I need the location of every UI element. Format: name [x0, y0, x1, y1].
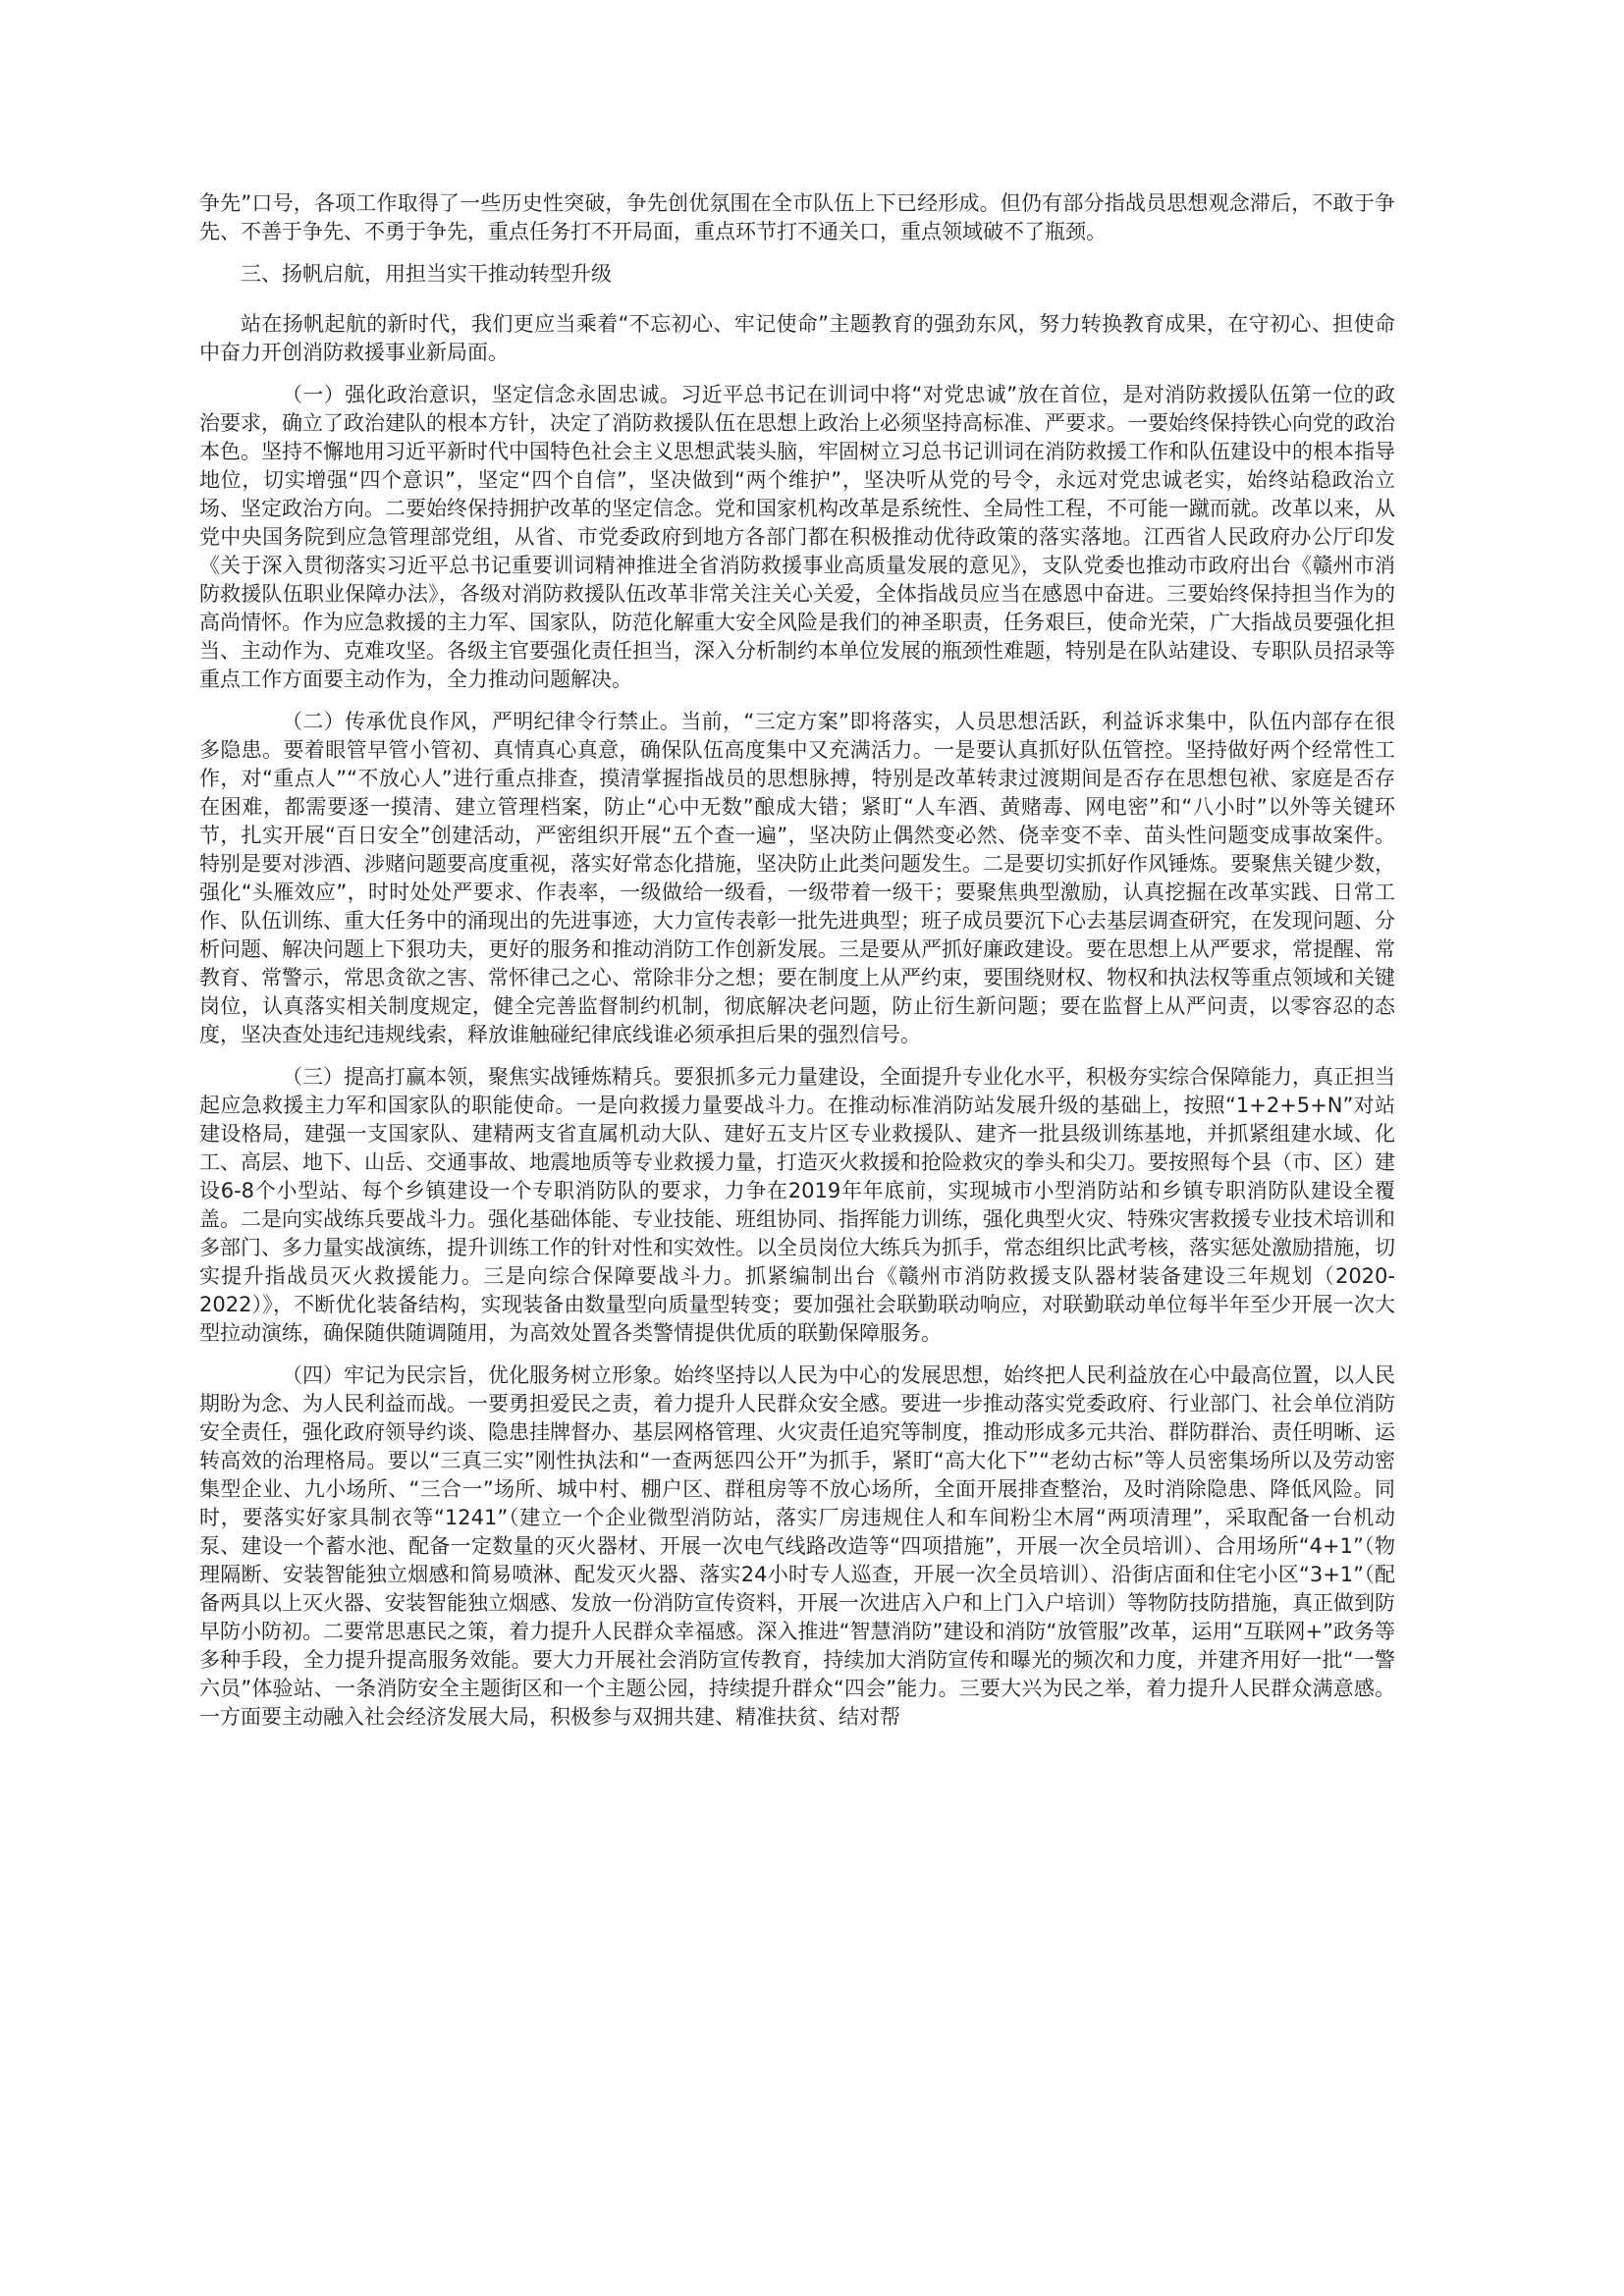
continuation-paragraph: 争先”口号，各项工作取得了一些历史性突破，争先创优氛围在全市队伍上下已经形成。但仍有部分指战员思想观念滞后，不敢于争先、不善于争先、不勇于争先，重点任务打不开局面，重点环节打不通关口，重点领域破不了瓶颈。	[199, 191, 1395, 243]
document-page	[199, 189, 1395, 1745]
body-paragraph-3: （三）提高打赢本领，聚焦实战锤炼精兵。要狠抓多元力量建设，全面提升专业化水平，积极夯实综合保障能力，真正担当起应急救援主力军和国家队的职能使命。一是向救援力量要战斗力。在推动标准消防站发展升级的基础上，按照“1+2+5+N”对站建设格局，建强一支国家队、建精两支省直属机动大队、建好五支片区专业救援队、建齐一批县级训练基地，并抓紧组建水域、化工、高层、地下、山岳、交通事故、地震地质等专业救援力量，打造灭火救援和抢险救灾的拳头和尖刀。要按照每个县（市、区）建设6-8个小型站、每个乡镇建设一个专职消防队的要求，力争在2019年年底前，实现城市小型消防站和乡镇专职消防队建设全覆盖。二是向实战练兵要战斗力。强化基础体能、专业技能、班组协同、指挥能力训练，强化典型火灾、特殊灾害救援专业技术培训和多部门、多力量实战演练，提升训练工作的针对性和实效性。以全员岗位大练兵为抓手，常态组织比武考核，落实惩处激励措施，切实提升指战员灭火救援能力。三是向综合保障要战斗力。抓紧编制出台《赣州市消防救援支队器材装备建设三年规划（2020-2022）》，不断优化装备结构，实现装备由数量型向质量型转变；要加强社会联勤联动响应，对联勤联动单位每半年至少开展一次大型拉动演练，确保随供随调随用，为高效处置各类警情提供优质的联勤保障服务。	[199, 1065, 1395, 1345]
section-heading: 三、扬帆启航，用担当实干推动转型升级	[241, 262, 612, 286]
body-paragraph-2: （二）传承优良作风，严明纪律令行禁止。当前，“三定方案”即将落实，人员思想活跃，利益诉求集中，队伍内部存在很多隐患。要着眼管早管小管初、真情真心真意，确保队伍高度集中又充满活力。一是要认真抓好队伍管控。坚持做好两个经常性工作，对“重点人”“不放心人”进行重点排查，摸清掌握指战员的思想脉搏，特别是改革转隶过渡期间是否存在思想包袱、家庭是否存在困难，都需要逐一摸清、建立管理档案，防止“心中无数”酿成大错；紧盯“人车酒、黄赌毒、网电密”和“八小时”以外等关键环节，扎实开展“百日安全”创建活动，严密组织开展“五个查一遍”，坚决防止偶然变必然、侥幸变不幸、苗头性问题变成事故案件。特别是要对涉酒、涉赌问题要高度重视，落实好常态化措施，坚决防止此类问题发生。二是要切实抓好作风锤炼。要聚焦关键少数，强化“头雁效应”，时时处处严要求、作表率，一级做给一级看，一级带着一级干；要聚焦典型激励，认真挖掘在改革实践、日常工作、队伍训练、重大任务中的涌现出的先进事迹，大力宣传表彰一批先进典型；班子成员要沉下心去基层调查研究，在发现问题、分析问题、解决问题上下狠功夫，更好的服务和推动消防工作创新发展。三是要从严抓好廉政建设。要在思想上从严要求，常提醒、常教育、常警示，常思贪欲之害、常怀律己之心、常除非分之想；要在制度上从严约束，要围绕财权、物权和执法权等重点领域和关键岗位，认真落实相关制度规定，健全完善监督制约机制，彻底解决老问题，防止衍生新问题；要在监督上从严问责，以零容忍的态度，坚决查处违纪违规线索，释放谁触碰纪律底线谁必须承担后果的强烈信号。	[199, 710, 1395, 1046]
body-paragraph-1: （一）强化政治意识，坚定信念永固忠诚。习近平总书记在训词中将“对党忠诚”放在首位，是对消防救援队伍第一位的政治要求，确立了政治建队的根本方针，决定了消防救援队伍在思想上政治上必须坚持高标准、严要求。一要始终保持铁心向党的政治本色。坚持不懈地用习近平新时代中国特色社会主义思想武装头脑，牢固树立习总书记训词在消防救援工作和队伍建设中的根本指导地位，切实增强“四个意识”，坚定“四个自信”，坚决做到“两个维护”，坚决听从党的号令，永远对党忠诚老实，始终站稳政治立场、坚定政治方向。二要始终保持拥护改革的坚定信念。党和国家机构改革是系统性、全局性工程，不可能一蹴而就。改革以来，从党中央国务院到应急管理部党组，从省、市党委政府到地方各部门都在积极推动优待政策的落实落地。江西省人民政府办公厅印发《关于深入贯彻落实习近平总书记重要训词精神推进全省消防救援事业高质量发展的意见》，支队党委也推动市政府出台《赣州市消防救援队伍职业保障办法》，各级对消防救援队伍改革非常关注关心关爱，全体指战员应当在感恩中奋进。三要始终保持担当作为的高尚情怀。作为应急救援的主力军、国家队，防范化解重大安全风险是我们的神圣职责，任务艰巨，使命光荣，广大指战员要强化担当、主动作为、克难攻坚。各级主官要强化责任担当，深入分析制约本单位发展的瓶颈性难题，特别是在队站建设、专职队员招录等重点工作方面要主动作为，全力推动问题解决。	[199, 383, 1395, 691]
body-paragraph-4: （四）牢记为民宗旨，优化服务树立形象。始终坚持以人民为中心的发展思想，始终把人民利益放在心中最高位置，以人民期盼为念、为人民利益而战。一要勇担爱民之责，着力提升人民群众安全感。要进一步推动落实党委政府、行业部门、社会单位消防安全责任，强化政府领导约谈、隐患挂牌督办、基层网格管理、火灾责任追究等制度，推动形成多元共治、群防群治、责任明晰、运转高效的治理格局。要以“三真三实”刚性执法和“一查两惩四公开”为抓手，紧盯“高大化下”“老幼古标”等人员密集场所以及劳动密集型企业、九小场所、“三合一”场所、城中村、棚户区、群租房等不放心场所，全面开展排查整治，及时消除隐患、降低风险。同时，要落实好家具制衣等“1241”（建立一个企业微型消防站，落实厂房违规住人和车间粉尘木屑“两项清理”，采取配备一台机动泵、建设一个蓄水池、配备一定数量的灭火器材、开展一次电气线路改造等“四项措施”，开展一次全员培训）、合用场所“4+1”（物理隔断、安装智能独立烟感和简易喷淋、配发灭火器、落实24小时专人巡查，开展一次全员培训）、沿街店面和住宅小区“3+1”（配备两具以上灭火器、安装智能独立烟感、发放一份消防宣传资料，开展一次进店入户和上门入户培训）等物防技防措施，真正做到防早防小防初。二要常思惠民之策，着力提升人民群众幸福感。深入推进“智慧消防”建设和消防“放管服”改革，运用“互联网+”政务等多种手段，全力提升提高服务效能。要大力开展社会消防宣传教育，持续加大消防宣传和曝光的频次和力度，并建齐用好一批“一警六员”体验站、一条消防安全主题街区和一个主题公园，持续提升群众“四会”能力。三要大兴为民之举，着力提升人民群众满意感。一方面要主动融入社会经济发展大局，积极参与双拥共建、精准扶贫、结对帮	[199, 1363, 1395, 1729]
intro-paragraph: 站在扬帆起航的新时代，我们更应当乘着“不忘初心、牢记使命”主题教育的强劲东风，努力转换教育成果，在守初心、担使命中奋力开创消防救援事业新局面。	[199, 312, 1395, 364]
